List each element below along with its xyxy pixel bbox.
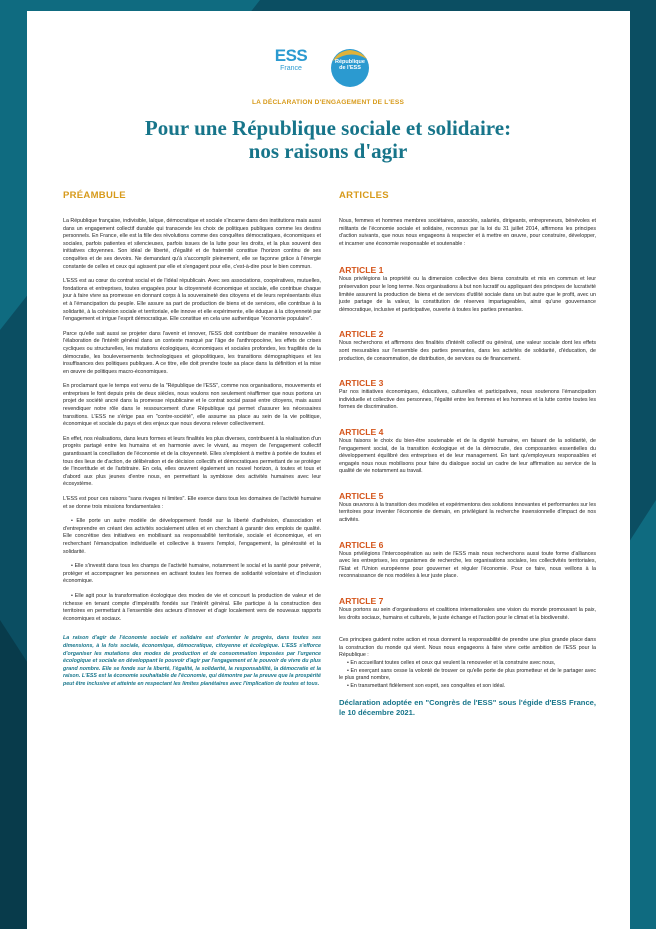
- raison-d-agir-statement: La raison d'agir de l'économie sociale et solidaire est d'orienter le progrès, dans toutes ses dimensions, à la fois sociale, économique, démocratique, citoyenne et écologique. L'ESS s'efforce d'organiser les mutations des modes de production et de consommation imposées par l'urgence écologique et sociale en développant le pouvoir d'agir par l'engagement et le pouvoir de vivre du plus grand nombre. Elle se fonde sur la liberté, l'égalité, la solidarité, la responsabilité, la démocratie et la raison. L'ESS est la économie souhaitable de l'économie, qui démontre par la preuve que la prospérité peut être inclusive et atteinte en respectant les limites planétaires avec l'implication de toutes et tous.: [63, 635, 321, 687]
- article-text: Par nos initiatives économiques, éducatives, culturelles et participatives, nous soutenons l'émancipation individuelle et collective des personnes, l'égalité entre les femmes et les hommes et la lutte contre toutes les formes de discrimination.: [339, 389, 596, 411]
- preamble-paragraph: En proclamant que le temps est venu de la "République de l'ESS", comme nos organisations, mouvements et entreprises le font depuis près de deux siècles, nous voulons non seulement réaffirmer que nous portons un projet de société ancré dans la promesse républicaine et le contrat social passé entre citoyens, mais aussi revendiquer notre rôle dans le ressourcement d'une République qui permet d'assurer les nécessaires transitions. L'ESS ne s'érige pas en "contre-société", elle assume sa place au sein de la vie politique, économique et sociale du pays et des enjeux que nous devons relever collectivement.: [63, 383, 321, 428]
- article-1: [339, 265, 596, 314]
- article-text: Nous privilégions la propriété ou la dimension collective des biens construits et mis en commun et leur préservation pour le long terme. Nos organisations à but non lucratif ou appliquant des principes de lucrativité limitée assurent la production de biens et de services d'utilité sociale dans un but autre que le profit, avec un juste partage de la valeur, la constitution de réserves impartageables, ainsi qu'une gouvernance démocratique, inclusive et participative, ouverte à toutes les parties prenantes.: [339, 276, 596, 313]
- article-text: Nous recherchons et affirmons des finalités d'intérêt collectif ou général, une valeur sociale dont les effets sont mesurables sur l'ensemble des parties prenantes, dans les activités de solidarité, d'éducation, de production, de consommation, de distribution, de services ou de financement.: [339, 340, 596, 362]
- article-text: Nous œuvrons à la transition des modèles et expérimentons des solutions innovantes et performantes sur les territoires pour inventer l'économie de demain, en privilégiant la recherche insensionnelle d'impact de nos activités.: [339, 501, 596, 524]
- republique-ess-logo: [329, 47, 371, 89]
- articles-heading: ARTICLES: [339, 190, 389, 201]
- article-4: [339, 427, 596, 476]
- title-line-1: Pour une République sociale et solidaire:: [144, 116, 512, 140]
- rep-logo-line2: de l'ESS: [339, 65, 361, 71]
- article-heading: ARTICLE 1: [339, 265, 384, 276]
- article-7: [339, 596, 596, 622]
- article-heading: ARTICLE 6: [339, 539, 384, 550]
- articles-intro: Nous, femmes et hommes membres sociétaires, associés, salariés, dirigeants, entrepreneurs, bénévoles et militants de l'économie sociale et solidaire, reconnus par la loi du 31 juillet 2014, affirmons les principes d'action suivants, que nous nous engageons à respecter et à mettre en œuvre, pour construire, développer, et incarner une économie responsable et soutenable :: [339, 218, 596, 247]
- article-3: [339, 378, 596, 412]
- ess-logo-subtext: France: [280, 65, 302, 72]
- preamble-heading: PRÉAMBULE: [63, 190, 126, 201]
- closing-bullet: • En accueillant toutes celles et ceux qui veulent la renouveler et la construire avec nous,: [347, 660, 556, 666]
- preamble-paragraph: L'ESS est au cœur du contrat social et de l'idéal républicain. Avec ses associations, coopératives, mutuelles, fondations et entreprises, toutes engagées pour la citoyenneté économique et sociale, elle contribue chaque jour à faire vivre sa promesse en donnant corps à la souveraineté des citoyens et de leurs représentants élus et à l'émancipation du peuple. Elle assure sa part de production de biens et de services, elle contribue à la solidarité, à la cohésion sociale et territoriale, elle innove et elle expérimente, elle éduque à la citoyenneté par l'engagement et irrigue l'esprit démocratique. Elle constitue en cela une authentique "économie populaire".: [63, 278, 321, 323]
- article-heading: ARTICLE 3: [339, 378, 384, 389]
- article-heading: ARTICLE 5: [339, 490, 384, 501]
- preamble-paragraph: En effet, nos réalisations, dans leurs formes et leurs finalités les plus diverses, contribuent à la réalisation d'un progrès partagé entre les humains et en harmonie avec le vivant, au moyen de l'engagement collectif garantissant la conciliation de l'économie et de la citoyenneté. Elles s'emploient à mettre à portée de toutes et tous des lieux de d'action, de délibération et de décision collectifs et démocratiques permettant de se protéger de l'incertitude et de l'arbitraire. En cela, elles œuvrent également un nouvel horizon, à toutes et tous et d'abord aux plus jeunes d'entre nous, en permettant la symbiose des activités humaines avec leur écosystème.: [63, 435, 321, 488]
- closing-bullet: • En exerçant sans cesse la volonté de trouver ce qu'elle porte de plus prometteur et de le partager avec le plus grand nombre,: [339, 667, 596, 682]
- logo-bar: [0, 47, 656, 91]
- articles-column: [339, 190, 596, 717]
- article-heading: ARTICLE 7: [339, 596, 384, 607]
- article-text: Nous faisons le choix du bien-être soutenable et de la dignité humaine, en faisant de la solidarité, de l'engagement social, de la transition écologique et de la démocratie, des composantes essentielles du développement équilibré des entreprises et de leur management. En tant qu'employeurs responsables et engagés nous nous mobilisons pour faire du dialogue social un cadre de leur affirmation au service de la qualité de vie notamment au travail.: [339, 437, 596, 475]
- article-text: Nous privilégions l'intercoopération au sein de l'ESS mais nous recherchons aussi toute forme d'alliances avec les entreprises, les organismes de recherche, les organisations sociales, les collectivités territoriales, l'Etat et l'Union européenne pour gouverner et réguler l'économie. Pour ce faire, nous veillons à la reconnaissance de nos modèles à leur juste place.: [339, 550, 596, 580]
- article-text: Nous portons au sein d'organisations et coalitions internationales une vision du monde promouvant la paix, les droits sociaux, humains et culturels, le juste échange et l'action pour le climat et la biodiversité.: [339, 607, 596, 621]
- closing-paragraph: Ces principes guident notre action et nous donnent la responsabilité de prendre une plus grande place dans la construction du monde qui vient. Nous nous engageons à faire vivre cette ambition de l'ESS pour la République :: [339, 637, 596, 659]
- mission-bullet: • Elle s'investit dans tous les champs de l'activité humaine, notamment le social et la santé pour prévenir, protéger et accompagner les personnes en activant toutes les formes de solidarité volontaire et d'inclusion économique.: [63, 563, 321, 585]
- preamble-paragraph: La République française, indivisible, laïque, démocratique et sociale s'incarne dans des institutions mais aussi dans un engagement collectif durable qui transcende les choix de politiques publiques comme les destins personnels. En France, elle est la fille des révolutions comme des conquêtes démocratiques, économiques et sociales, parfois patientes et silencieuses, parfois issues de la lutte pour les droits, et la plus souvent des initiatives citoyennes. Son idéal de liberté, d'égalité et de fraternité constitue l'horizon continu de ses conquêtes et de ses devoirs. Ne demandant qu'à s'accomplir pleinement, elle se façonne grâce à l'énergie constante de celles et ceux qui agissent par elle et s'engagent pour elle, c'est-à-dire pour le bien commun.: [63, 218, 321, 270]
- title-line-2: nos raisons d'agir: [248, 139, 408, 163]
- article-6: [339, 540, 596, 581]
- kicker: LA DÉCLARATION D'ENGAGEMENT DE L'ESS: [251, 99, 405, 106]
- ess-france-logo: [273, 47, 309, 87]
- article-heading: ARTICLE 2: [339, 329, 384, 340]
- page-title: [0, 117, 656, 163]
- closing-bullet: • En transmettant fidèlement son esprit, ses conquêtes et son idéal.: [347, 682, 506, 689]
- preamble-paragraph: Parce qu'elle sait aussi se projeter dans l'avenir et innover, l'ESS doit contribuer de manière renouvelée à l'élaboration de l'intérêt général dans un contexte marqué par l'âge de l'anthropocène, les effets de crises cycliques ou structurelles, les mutations écologiques, économiques et sociales profondes, les fragilités de la démocratie, les bouleversements technologiques et géopolitiques, les transitions démographiques et les insuffisances des politiques publiques. A ce titre, elle doit prendre toute sa place dans la définition et la mise en œuvre de politiques macro-économiques.: [63, 330, 321, 375]
- rep-logo-line1: République: [335, 59, 365, 65]
- mission-bullet: • Elle porte un autre modèle de développement fondé sur la liberté d'adhésion, d'association et d'entreprendre en créant des activités socialement utiles et en cherchant à garantir des emplois de qualité. Elle concrétise des initiatives en mobilisant sa responsabilité territoriale, sociale et économique, et en recherchant l'émancipation individuelle et collective à travers l'emploi, l'engagement, la générosité et la solidarité.: [63, 518, 321, 555]
- article-2: [339, 329, 596, 363]
- adoption-statement: Déclaration adoptée en "Congrès de l'ESS" sous l'égide d'ESS France, le 10 décembre 2021.: [339, 698, 596, 717]
- preamble-column: [63, 190, 321, 688]
- article-5: [339, 491, 596, 525]
- article-heading: ARTICLE 4: [339, 426, 384, 437]
- preamble-paragraph: L'ESS est pour ces raisons "sans rivages ni limites". Elle exerce dans tous les domaines de l'activité humaine et se donne trois missions fondamentales :: [63, 496, 321, 510]
- mission-bullet: • Elle agit pour la transformation écologique des modes de vie et concourt la production de valeur et de richesse en tenant compte d'impératifs fondés sur l'intérêt général. Elle participe à la construction des territoires en permettant à l'ensemble des acteurs d'innover et d'agir localement vers de nouveaux rapports économiques et sociaux.: [63, 592, 321, 622]
- ess-logo-text: ESS: [274, 46, 308, 65]
